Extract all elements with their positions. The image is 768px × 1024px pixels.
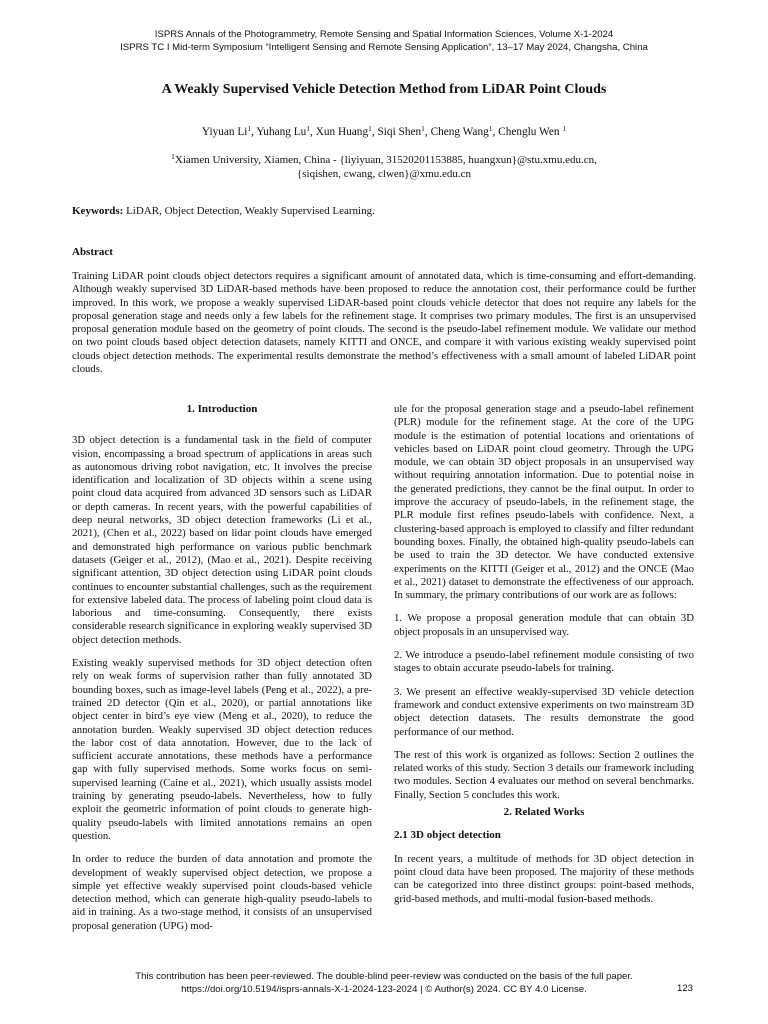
- keywords-label: Keywords:: [72, 205, 124, 217]
- page-number: 123: [677, 983, 694, 994]
- paragraph: The rest of this work is organized as follows: Section 2 outlines the related works of this study. Section 3 details our framework including two modules. Section 4 evaluates our method on several benchmarks. Finally, Section 5 concludes this work.: [394, 748, 694, 801]
- abstract-heading: Abstract: [72, 246, 113, 258]
- affiliation-line-1: $^1$Xiamen University, Xiamen, China - {liyiyuan, 31520201153885, huangxun}@stu.xmu.edu.cn,: [171, 152, 597, 166]
- footer-line-1: This contribution has been peer-reviewed. The double-blind peer-review was conducted on the basis of the full paper.: [135, 971, 633, 982]
- keywords: [72, 205, 696, 217]
- keywords-text: LiDAR, Object Detection, Weakly Supervised Learning.: [126, 205, 375, 217]
- paragraph: In recent years, a multitude of methods for 3D object detection in point cloud data have been proposed. The majority of these methods can be categorized into three distinct groups: point-based methods, grid-based methods, and multi-modal fusion-based methods.: [394, 852, 694, 905]
- header-line-2: ISPRS TC I Mid-term Symposium “Intelligent Sensing and Remote Sensing Application”, 13–17 May 2024, Changsha, China: [120, 42, 648, 53]
- page-footer: [0, 970, 768, 996]
- paper-title: A Weakly Supervised Vehicle Detection Method from LiDAR Point Clouds: [161, 82, 607, 97]
- contribution-item: 2. We introduce a pseudo-label refinement module consisting of two stages to obtain accurate pseudo-labels for training.: [394, 649, 694, 675]
- author-list: Yiyuan Li$^1$, Yuhang Lu$^1$, Xun Huang$^1$, Siqi Shen$^1$, Cheng Wang$^1$, Chenglu Wen $^1$: [201, 124, 567, 138]
- subsection-heading-3d-object-detection: 2.1 3D object detection: [394, 829, 501, 842]
- author: Cheng Wang$^1$: [430, 124, 493, 138]
- section-heading-related-works: 2. Related Works: [503, 806, 585, 819]
- author: Yuhang Lu$^1$: [256, 124, 311, 138]
- left-column: [72, 402, 372, 943]
- contribution-item: 3. We present an effective weakly-supervised 3D vehicle detection framework and conduct extensive experiments on two mainstream 3D object detection datasets. The results demonstrate the good performance of our method.: [394, 685, 694, 738]
- paragraph: In order to reduce the burden of data annotation and promote the development of weakly supervised object detection, we propose a simple yet effective weakly supervised point clouds-based vehicle detection method, which can generate high-quality pseudo-labels to aid in training. As a two-stage method, it consists of an unsupervised proposal generation (UPG) mod-: [72, 853, 372, 932]
- author: Xun Huang$^1$: [315, 124, 372, 138]
- affiliation-line-2: {siqishen, cwang, clwen}@xmu.edu.cn: [296, 168, 472, 180]
- right-column: [394, 403, 694, 916]
- section-heading-introduction: 1. Introduction: [186, 403, 258, 415]
- author: Yiyuan Li$^1$: [201, 124, 252, 138]
- running-header: [0, 28, 768, 54]
- paragraph: Existing weakly supervised methods for 3D object detection often rely on weak forms of supervision rather than fully annotated 3D bounding boxes, such as image-level labels (Peng et al., 2022), a pre-trained 2D detector (Qin et al., 2020), or partial annotations like object center in bird’s eye view (Meng et al., 2020), to reduce the annotation burden. Weakly supervised 3D object detection reduces the labor cost of data annotation. However, due to the lack of sufficient accurate annotations, these methods have a performance gap with fully supervised methods. Some works focus on semi-supervised learning (Caine et al., 2021), which usually assists model training by generating pseudo-labels. Nevertheless, how to fully exploit the geometric information of point clouds to generate high-quality pseudo-labels with limited annotations remains an open question.: [72, 657, 372, 842]
- abstract-text: Training LiDAR point clouds object detectors requires a significant amount of annotated data, which is time-consuming and effort-demanding. Although weakly supervised 3D LiDAR-based methods have been proposed to reduce the annotation cost, their performance could be further improved. In this work, we propose a weakly supervised LiDAR-based point clouds vehicle detector that does not require any labels for the proposal generation stage and needs only a few labels for the refinement stage. It comprises two primary modules. The first is an unsupervised proposal generation module based on the geometry of point clouds. The second is the pseudo-label refinement module. We validate our method on two point clouds based object detection datasets, namely KITTI and ONCE, and compare it with various existing weakly supervised point clouds object detection methods. The experimental results demonstrate the method’s effectiveness with a small amount of labeled LiDAR point clouds.: [72, 270, 696, 376]
- author: Chenglu Wen $^1$: [498, 124, 567, 138]
- affiliation: [0, 150, 768, 181]
- contribution-item: 1. We propose a proposal generation module that can obtain 3D object proposals in an unsupervised way.: [394, 612, 694, 638]
- paragraph: 3D object detection is a fundamental task in the field of computer vision, encompassing a broad spectrum of applications in areas such as autonomous driving robot navigation, etc. It involves the precise identification and localization of 3D objects within a scene using point cloud data acquired from advanced 3D sensors such as LiDAR or depth cameras. In recent years, with the powerful capabilities of deep neural networks, 3D object detection frameworks (Li et al., 2021), (Chen et al., 2022) based on lidar point clouds have emerged and demonstrated high performance on various public benchmark datasets (Geiger et al., 2012), (Mao et al., 2021). Despite receiving significant attention, 3D object detection using LiDAR point clouds continues to encounter substantial challenges, such as the requirement for extensive labeled data. The process of labeling point cloud data is laborious and time-consuming. Consequently, there exists considerable research significance in exploring weakly supervised 3D object detection methods.: [72, 434, 372, 646]
- author: Siqi Shen$^1$: [377, 124, 425, 138]
- footer-doi-line: https://doi.org/10.5194/isprs-annals-X-1-2024-123-2024 | © Author(s) 2024. CC BY 4.0 License.: [181, 984, 587, 995]
- paragraph: ule for the proposal generation stage and a pseudo-label refinement (PLR) module for the refinement stage. At the core of the UPG module is the estimation of potential locations and orientations of vehicles based on LiDAR point cloud geometry. Through the UPG module, we can obtain 3D object proposals in an unsupervised way without requiring annotation information. Due to potential noise in the generated predictions, they cannot be the final output. In order to improve the accuracy of pseudo-labels, in the refinement stage, the PLR module first refines pseudo-labels with confidence. Next, a clustering-based approach is employed to classify and filter redundant bounding boxes. Finally, the obtained high-quality pseudo-labels can be used to train the 3D detector. We have conducted extensive experiments on the KITTI (Geiger et al., 2012) and the ONCE (Mao et al., 2021) dataset to demonstrate the effectiveness of our approach. In summary, the primary contributions of our work are as follows:: [394, 403, 694, 602]
- header-line-1: ISPRS Annals of the Photogrammetry, Remote Sensing and Spatial Information Sciences, Volume X-1-2024: [154, 29, 614, 40]
